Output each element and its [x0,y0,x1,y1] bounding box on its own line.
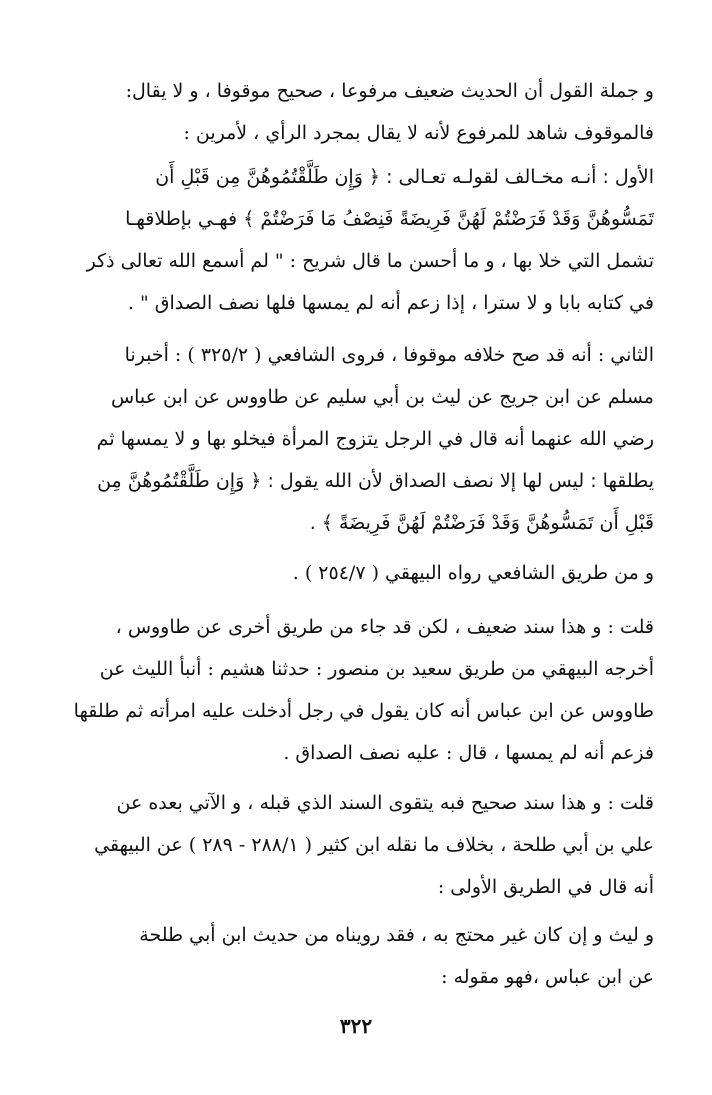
text-line: الثاني : أنه قد صح خلافه موقوفا ، فروى الشافعي ( ٣٢٥/٢ ) : أخبرنا [124,344,654,366]
text-line: قلت : و هذا سند صحيح فبه يتقوى السند الذي قبله ، و الآتي بعده عن [116,792,654,814]
paragraph-6 [56,782,654,908]
text-line: عن ابن عباس ،فهو مقوله : [441,966,654,988]
text-line: قَبْلِ أَن تَمَسُّوهُنَّ وَقَدْ فَرَضْتُمْ لَهُنَّ فَرِيضَةً ﴾ . [309,512,654,534]
paragraph-3 [56,334,654,544]
text-line: يطلقها : ليس لها إلا نصف الصداق لأن الله يقول : ﴿ وَإِن طَلَّقْتُمُوهُنَّ مِن [97,470,654,492]
text-line: مسلم عن ابن جريج عن ليث بن أبي سليم عن طاووس عن ابن عباس [110,386,654,408]
paragraph-2 [56,156,654,324]
text-line: أخرجه البيهقي من طريق سعيد بن منصور : حدثنا هشيم : أنبأ الليث عن [99,658,654,680]
paragraph-4 [56,552,654,594]
paragraph-1 [56,70,654,154]
paragraph-5 [56,606,654,774]
text-line: قلت : و هذا سند ضعيف ، لكن قد جاء من طريق أخرى عن طاووس ، [115,616,654,638]
text-line: طاووس عن ابن عباس أنه كان يقول في رجل أدخلت عليه امرأته ثم طلقها [73,700,654,722]
text-line: فزعم أنه لم يمسها ، قال : عليه نصف الصداق . [283,742,654,764]
text-line: و ليث و إن كان غير محتج به ، فقد رويناه من حديث ابن أبي طلحة [139,924,654,946]
text-line: و من طريق الشافعي رواه البيهقي ( ٢٥٤/٧ ) . [292,562,654,584]
text-line: تَمَسُّوهُنَّ وَقَدْ فَرَضْتُمْ لَهُنَّ فَرِيضَةً فَنِصْفُ مَا فَرَضْتُمْ ﴾ فهـي بإطلاقهـا [125,208,654,230]
text-line: أنه قال في الطريق الأولى : [437,876,654,898]
text-line: الأول : أنـه مخـالف لقولـه تعـالى : ﴿ وَإِن طَلَّقْتُمُوهُنَّ مِن قَبْلِ أَن [155,166,654,188]
text-line: و جملة القول أن الحديث ضعيف مرفوعا ، صحيح موقوفا ، و لا يقال: [125,80,654,102]
text-line: رضي الله عنهما أنه قال في الرجل يتزوج المرأة فيخلو بها و لا يمسها ثم [96,428,654,450]
page-number: ٣٢٢ [339,1014,373,1038]
text-line: فالموقوف شاهد للمرفوع لأنه لا يقال بمجرد الرأي ، لأمرين : [183,122,654,144]
text-line: في كتابه بابا و لا سترا ، إذا زعم أنه لم يمسها فلها نصف الصداق " . [127,292,654,314]
text-line: علي بن أبي طلحة ، بخلاف ما نقله ابن كثير ( ٢٨٨/١ - ٢٨٩ ) عن البيهقي [94,834,654,856]
paragraph-7 [56,914,654,998]
text-line: تشمل التي خلا بها ، و ما أحسن ما قال شريح : " لم أسمع الله تعالى ذكر [86,250,654,272]
